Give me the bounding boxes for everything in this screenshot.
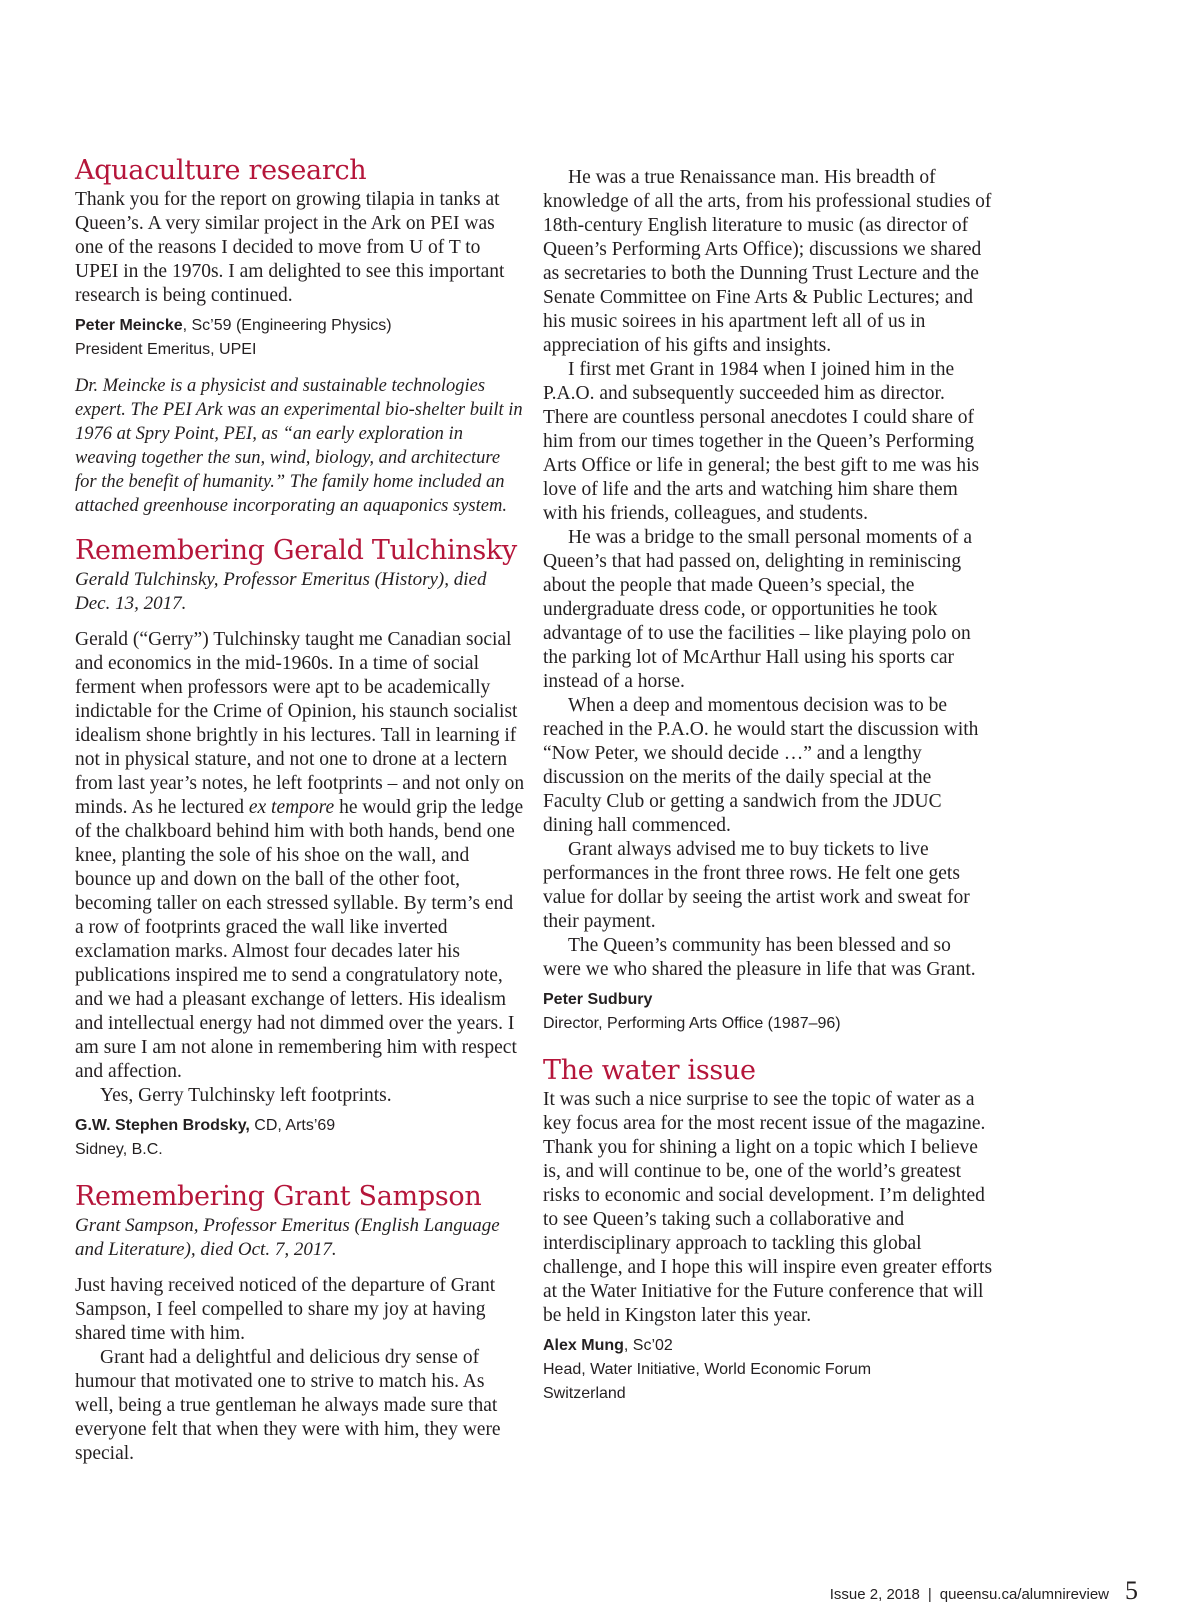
right-column [543, 166, 993, 1406]
author-location: Switzerland [543, 1385, 626, 1402]
water-signature [543, 1334, 993, 1406]
sampson-paragraph: I first met Grant in 1984 when I joined him in the P.A.O. and subsequently succeeded him as director. There are countless personal anecdotes I could share of him from our times together in the Queen’s Performing Arts Office or life in general; the best gift to me was his love of life and the arts and watching him share them with his friends, colleagues, and students. [543, 359, 980, 524]
tulchinsky-paragraph [75, 628, 525, 1084]
water-letter: It was such a nice surprise to see the topic of water as a key focus area for the most recent issue of the magazine. Thank you for shining a light on a topic which I believe is, and will continue to be, one of the world’s greatest risks to economic and social development. I’m delighted to see Queen’s taking such a collaborative and interdisciplinary approach to tackling this global challenge, and I hope this will inspire even greater efforts at the Water Initiative for the Future conference that will be held in Kingston later this year. [543, 1089, 993, 1326]
page-footer [830, 1576, 1138, 1606]
author-degree: CD, Arts’69 [249, 1117, 336, 1134]
text-run: Gerald (“Gerry”) Tulchinsky taught me Canadian social and economics in the mid-1960s. In a time of social ferment when professors were apt to be academically indictable for the Crime of Opinion, his staunch socialist idealism shone brightly in his lectures. Tall in learning if not in physical stature, and not one to drone at a lectern from last year’s notes, he left footprints – and not only on minds. As he lectured [75, 629, 525, 818]
sampson-byline: Grant Sampson, Professor Emeritus (English Language and Literature), died Oct. 7, 2017. [75, 1215, 500, 1260]
sampson-paragraph: He was a true Renaissance man. His breadth of knowledge of all the arts, from his professional studies of 18th-century English literature to music (as director of Queen’s Performing Arts Office); discussions we shared as secretaries to both the Dunning Trust Lecture and the Senate Committee on Fine Arts & Public Lectures; and his music soirees in his apartment left all of us in appreciation of his gifts and insights. [543, 167, 992, 356]
text-run: he would grip the ledge of the chalkboard behind him with both hands, bend one knee, planting the sole of his shoe on the wall, and bounce up and down on the ball of the other foot, becoming taller on each stressed syllable. By term’s end a row of footprints graced the wall like inverted exclamation marks. Almost four decades later his publications inspired me to send a congratulatory note, and we had a pleasant exchange of letters. His idealism and intellectual energy had not dimmed over the years. I am sure I am not alone in remembering him with respect and affection. [75, 797, 524, 1082]
sampson-signature [543, 988, 993, 1036]
left-column [75, 154, 525, 1466]
sampson-paragraph: He was a bridge to the small personal moments of a Queen’s that had passed on, delighting in reminiscing about the people that made Queen’s special, the undergraduate dress code, or opportunities he took advantage of to use the facilities – like playing polo on the parking lot of McArthur Hall using his sports car instead of a horse. [543, 527, 972, 692]
aquaculture-letter: Thank you for the report on growing tilapia in tanks at Queen’s. A very similar project in the Ark on PEI was one of the reasons I decided to move from U of T to UPEI in the 1970s. I am delighted to see this important research is being continued. [75, 189, 505, 306]
author-degree: , Sc’02 [623, 1337, 673, 1354]
issue-label: Issue 2, 2018 [829, 1586, 920, 1603]
editor-note: Dr. Meincke is a physicist and sustainable technologies expert. The PEI Ark was an experimental bio-shelter built in 1976 at Spry Point, PEI, as “an early exploration in weaving together the sun, wind, biology, and architecture for the benefit of humanity.” The family home included an attached greenhouse incorporating an aquaponics system. [75, 376, 523, 516]
author-name: G.W. Stephen Brodsky, [75, 1117, 250, 1134]
aquaculture-heading: Aquaculture research [75, 155, 367, 186]
page-number: 5 [1125, 1576, 1138, 1605]
tulchinsky-heading: Remembering Gerald Tulchinsky [75, 535, 517, 566]
sampson-paragraph: The Queen’s community has been blessed and so were we who shared the pleasure in life that was Grant. [543, 935, 976, 980]
sampson-paragraph: Grant had a delightful and delicious dry sense of humour that motivated one to strive to match his. As well, being a true gentleman he always made sure that everyone felt that when they were with him, they were special. [75, 1347, 501, 1464]
author-title: Head, Water Initiative, World Economic Forum [543, 1361, 872, 1378]
tulchinsky-signature [75, 1114, 525, 1162]
sampson-heading: Remembering Grant Sampson [75, 1181, 482, 1212]
aquaculture-signature [75, 314, 525, 362]
author-title: President Emeritus, UPEI [75, 341, 257, 358]
sampson-paragraph: Just having received noticed of the departure of Grant Sampson, I feel compelled to share my joy at having shared time with him. [75, 1275, 496, 1344]
footer-separator: | [927, 1586, 932, 1603]
author-degree: , Sc’59 (Engineering Physics) [182, 317, 392, 334]
sampson-paragraph: When a deep and momentous decision was to be reached in the P.A.O. he would start the discussion with “Now Peter, we should decide …” and a lengthy discussion on the merits of the daily special at the Faculty Club or getting a sandwich from the JDUC dining hall commenced. [543, 695, 979, 836]
footer-url[interactable]: queensu.ca/alumnireview [939, 1586, 1109, 1603]
italic-phrase: ex tempore [248, 797, 335, 818]
water-heading: The water issue [543, 1055, 756, 1086]
author-name: Peter Sudbury [543, 991, 653, 1008]
tulchinsky-paragraph: Yes, Gerry Tulchinsky left footprints. [100, 1085, 392, 1106]
author-location: Sidney, B.C. [75, 1141, 163, 1158]
sampson-paragraph: Grant always advised me to buy tickets to live performances in the front three rows. He felt one gets value for dollar by seeing the artist work and sweat for their payment. [543, 839, 970, 932]
author-name: Peter Meincke [75, 317, 183, 334]
author-title: Director, Performing Arts Office (1987–96) [543, 1015, 841, 1032]
tulchinsky-byline: Gerald Tulchinsky, Professor Emeritus (History), died Dec. 13, 2017. [75, 569, 487, 614]
author-name: Alex Mung [543, 1337, 624, 1354]
